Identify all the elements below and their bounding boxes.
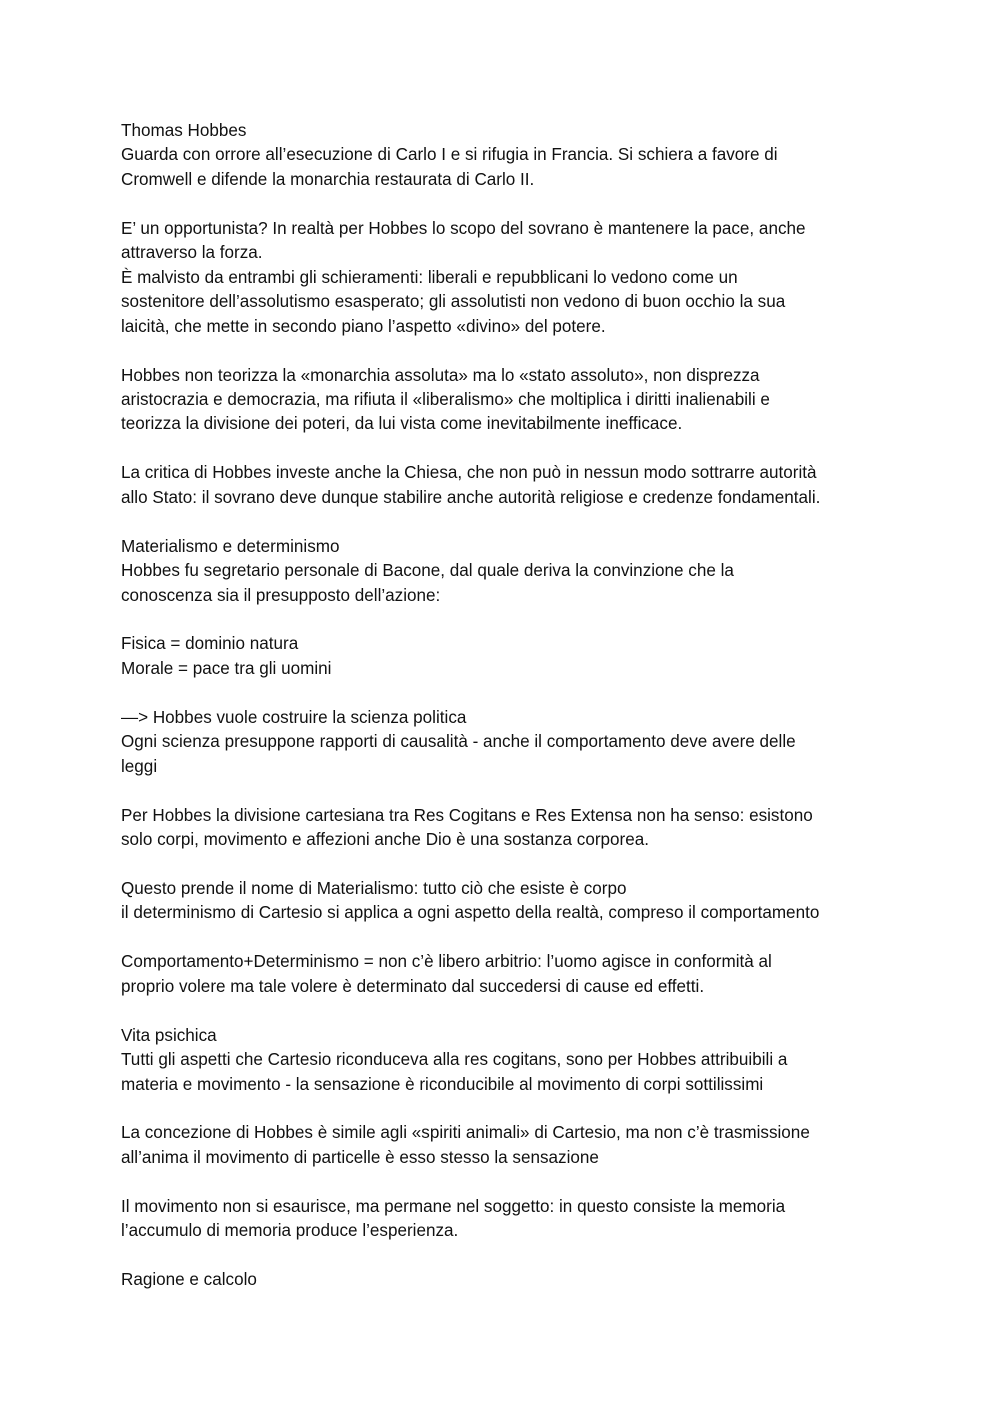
paragraph-fisica-morale xyxy=(121,632,911,681)
text-line: Ogni scienza presuppone rapporti di causalità - anche il comportamento deve avere delle xyxy=(121,732,796,752)
paragraph-chiesa xyxy=(121,461,911,510)
paragraph-materialismo xyxy=(121,535,911,608)
paragraph-intro xyxy=(121,119,911,192)
paragraph-opportunista xyxy=(121,217,911,339)
text-line: Per Hobbes la divisione cartesiana tra Res Cogitans e Res Extensa non ha senso: esistono xyxy=(121,805,813,825)
text-line: sostenitore dell’assolutismo esasperato; gli assolutisti non vedono di buon occhio la sua xyxy=(121,292,786,312)
text-line: conoscenza sia il presupposto dell’azione: xyxy=(121,585,441,605)
document-page xyxy=(121,119,911,1317)
text-line: allo Stato: il sovrano deve dunque stabilire anche autorità religiose e credenze fondamentali. xyxy=(121,487,821,507)
text-line: Cromwell e difende la monarchia restaurata di Carlo II. xyxy=(121,169,535,189)
text-line: aristocrazia e democrazia, ma rifiuta il «liberalismo» che moltiplica i diritti inalienabili e xyxy=(121,389,770,409)
heading-thomas-hobbes: Thomas Hobbes xyxy=(121,121,247,140)
text-line: Hobbes fu segretario personale di Bacone, dal quale deriva la convinzione che la xyxy=(121,561,734,581)
text-line: Tutti gli aspetti che Cartesio riconduceva alla res cogitans, sono per Hobbes attribuibili a xyxy=(121,1050,788,1070)
text-line: solo corpi, movimento e affezioni anche Dio è una sostanza corporea. xyxy=(121,830,649,850)
text-line: leggi xyxy=(121,756,158,776)
heading-vita-psichica: Vita psichica xyxy=(121,1025,217,1045)
text-line: La concezione di Hobbes è simile agli «spiriti animali» di Cartesio, ma non c’è trasmissione xyxy=(121,1123,810,1143)
text-line: all’anima il movimento di particelle è esso stesso la sensazione xyxy=(121,1147,599,1167)
text-line: Morale = pace tra gli uomini xyxy=(121,658,332,678)
text-line: il determinismo di Cartesio si applica a ogni aspetto della realtà, compreso il comportamento xyxy=(121,903,820,923)
text-line: Hobbes non teorizza la «monarchia assoluta» ma lo «stato assoluto», non disprezza xyxy=(121,365,760,385)
heading-ragione-calcolo: Ragione e calcolo xyxy=(121,1270,257,1290)
paragraph-libero-arbitrio xyxy=(121,950,911,999)
text-line: Fisica = dominio natura xyxy=(121,634,299,654)
text-line: laicità, che mette in secondo piano l’aspetto «divino» del potere. xyxy=(121,316,606,336)
text-line: teorizza la divisione dei poteri, da lui vista come inevitabilmente inefficace. xyxy=(121,414,683,434)
paragraph-stato-assoluto xyxy=(121,364,911,437)
text-line: materia e movimento - la sensazione è riconducibile al movimento di corpi sottilissimi xyxy=(121,1074,764,1094)
text-line: Guarda con orrore all’esecuzione di Carlo I e si rifugia in Francia. Si schiera a favore di xyxy=(121,145,778,165)
text-line: È malvisto da entrambi gli schieramenti: liberali e repubblicani lo vedono come un xyxy=(121,267,738,287)
text-line: —> Hobbes vuole costruire la scienza politica xyxy=(121,707,467,727)
paragraph-scienza-politica xyxy=(121,706,911,779)
text-line: l’accumulo di memoria produce l’esperienza. xyxy=(121,1221,459,1241)
paragraph-vita-psichica xyxy=(121,1024,911,1097)
paragraph-res-cogitans xyxy=(121,804,911,853)
text-line: Comportamento+Determinismo = non c’è libero arbitrio: l’uomo agisce in conformità al xyxy=(121,952,772,972)
paragraph-corpo xyxy=(121,877,911,926)
paragraph-ragione-calcolo xyxy=(121,1268,911,1292)
paragraph-memoria xyxy=(121,1195,911,1244)
heading-materialismo-determinismo: Materialismo e determinismo xyxy=(121,536,340,556)
paragraph-spiriti-animali xyxy=(121,1121,911,1170)
text-line: attraverso la forza. xyxy=(121,243,263,263)
text-line: E’ un opportunista? In realtà per Hobbes lo scopo del sovrano è mantenere la pace, anche xyxy=(121,218,806,238)
text-line: proprio volere ma tale volere è determinato dal succedersi di cause ed effetti. xyxy=(121,976,705,996)
text-line: Il movimento non si esaurisce, ma permane nel soggetto: in questo consiste la memoria xyxy=(121,1196,786,1216)
text-line: Questo prende il nome di Materialismo: tutto ciò che esiste è corpo xyxy=(121,878,627,898)
text-line: La critica di Hobbes investe anche la Chiesa, che non può in nessun modo sottrarre autorità xyxy=(121,463,817,483)
